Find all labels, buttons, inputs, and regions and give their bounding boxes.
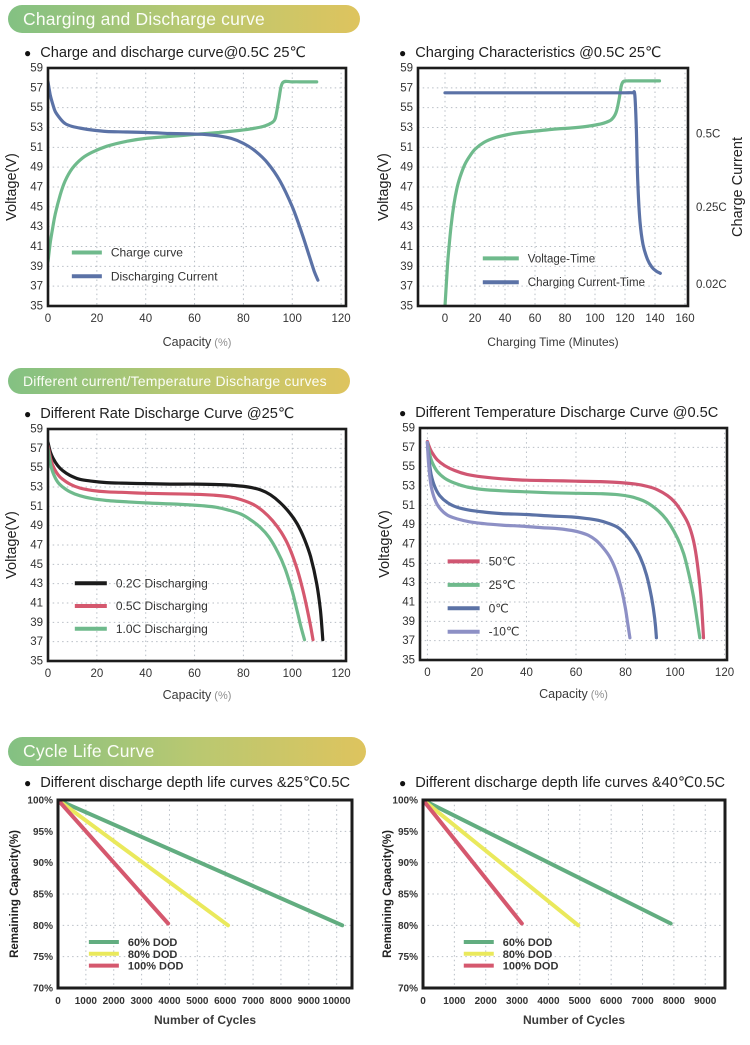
svg-text:51: 51: [402, 499, 415, 512]
svg-text:43: 43: [402, 577, 415, 590]
chart-title-temperature-discharge: [399, 405, 750, 421]
svg-text:4000: 4000: [158, 996, 181, 1007]
svg-text:35: 35: [30, 655, 43, 668]
svg-text:-10℃: -10℃: [488, 624, 520, 639]
svg-text:100: 100: [585, 313, 605, 325]
svg-text:9000: 9000: [694, 996, 717, 1007]
svg-text:7000: 7000: [631, 996, 654, 1007]
chart-title-text: Different discharge depth life curves &25℃0.5C: [40, 775, 351, 791]
svg-text:41: 41: [30, 241, 43, 253]
svg-text:80%: 80%: [397, 920, 418, 932]
svg-text:60: 60: [188, 313, 201, 325]
chart-svg-5: [379, 792, 735, 1032]
svg-text:57: 57: [400, 82, 413, 95]
chart-canvas-rate-discharge: [4, 423, 375, 707]
chart-title-charging-characteristics: [399, 44, 750, 61]
svg-text:0: 0: [441, 313, 449, 325]
chart-svg-3: [377, 422, 739, 706]
svg-text:8000: 8000: [269, 996, 293, 1007]
svg-text:Voltage(V): Voltage(V): [4, 153, 20, 221]
svg-text:57: 57: [30, 442, 43, 455]
svg-text:37: 37: [30, 280, 43, 293]
svg-text:51: 51: [30, 500, 43, 513]
svg-text:0: 0: [424, 667, 431, 679]
chart-svg-4: [6, 792, 358, 1032]
svg-text:47: 47: [30, 181, 43, 194]
svg-text:100%: 100%: [392, 795, 418, 807]
chart-canvas-charging-characteristics: [376, 62, 750, 354]
svg-text:120: 120: [331, 313, 351, 325]
svg-text:4000: 4000: [537, 996, 560, 1007]
svg-text:5000: 5000: [568, 996, 591, 1007]
svg-text:37: 37: [30, 636, 43, 649]
svg-text:70%: 70%: [397, 983, 418, 995]
svg-text:60% DOD: 60% DOD: [127, 936, 178, 949]
svg-text:37: 37: [400, 280, 413, 293]
svg-text:49: 49: [30, 161, 43, 174]
chart-title-text: Charging Characteristics @0.5C 25℃: [415, 45, 662, 61]
svg-text:53: 53: [400, 122, 413, 134]
svg-text:9000: 9000: [297, 996, 320, 1007]
svg-text:Capacity (%): Capacity (%): [162, 335, 232, 349]
chart-svg-1: [376, 62, 750, 354]
svg-text:70%: 70%: [32, 983, 53, 995]
svg-text:59: 59: [402, 422, 415, 435]
svg-text:45: 45: [30, 558, 43, 571]
svg-text:20: 20: [90, 668, 104, 680]
chart-title-rate-discharge: [24, 405, 375, 422]
svg-text:100%: 100%: [27, 795, 53, 807]
chart-block-cycle-life-40c: [375, 766, 750, 1032]
svg-text:120: 120: [714, 667, 735, 679]
svg-text:Voltage-Time: Voltage-Time: [527, 253, 596, 266]
svg-text:47: 47: [400, 181, 413, 194]
svg-text:39: 39: [30, 260, 43, 273]
svg-text:47: 47: [30, 539, 43, 552]
svg-text:55: 55: [30, 462, 43, 475]
svg-text:45: 45: [30, 201, 43, 214]
section-header-label: Different current/Temperature Discharge curves: [23, 373, 327, 389]
chart-canvas-cycle-life-25c: [6, 792, 375, 1032]
svg-text:85%: 85%: [32, 889, 53, 901]
svg-text:3000: 3000: [505, 996, 529, 1007]
svg-text:60: 60: [188, 668, 201, 680]
svg-text:Voltage(V): Voltage(V): [4, 511, 20, 579]
svg-text:0: 0: [44, 668, 52, 680]
chart-title-text: Different Rate Discharge Curve @25℃: [40, 406, 295, 422]
svg-text:59: 59: [30, 62, 43, 75]
svg-text:43: 43: [400, 221, 413, 234]
svg-text:60: 60: [569, 667, 583, 679]
svg-text:80%: 80%: [32, 920, 53, 932]
section-header-cycle-life: [8, 737, 366, 766]
svg-text:8000: 8000: [662, 996, 686, 1007]
svg-text:80% DOD: 80% DOD: [502, 948, 553, 961]
svg-text:47: 47: [402, 538, 415, 551]
section-header-charging-discharge: [8, 5, 360, 33]
svg-text:55: 55: [400, 102, 413, 115]
svg-text:0: 0: [44, 313, 52, 325]
svg-text:120: 120: [331, 668, 351, 680]
svg-text:45: 45: [402, 557, 415, 570]
svg-text:51: 51: [30, 141, 43, 154]
svg-text:Number of Cycles: Number of Cycles: [153, 1013, 257, 1027]
svg-text:60: 60: [528, 313, 542, 325]
svg-text:57: 57: [402, 441, 415, 454]
svg-text:20: 20: [470, 667, 484, 679]
chart-block-temperature-discharge: [375, 394, 750, 707]
section-header-label: Charging and Discharge curve: [23, 8, 265, 29]
svg-text:Discharging Current: Discharging Current: [110, 269, 218, 284]
svg-text:Charge curve: Charge curve: [110, 245, 183, 260]
svg-text:51: 51: [400, 141, 413, 154]
svg-text:41: 41: [400, 241, 413, 253]
svg-text:55: 55: [402, 461, 415, 474]
chart-block-rate-discharge: [0, 394, 375, 707]
chart-block-cycle-life-25c: [0, 766, 375, 1032]
bullet-icon: ●: [399, 406, 407, 420]
svg-text:20: 20: [468, 313, 482, 325]
svg-text:0℃: 0℃: [488, 601, 509, 616]
bullet-icon: ●: [399, 45, 407, 60]
svg-text:53: 53: [402, 480, 415, 493]
svg-text:0.2C Discharging: 0.2C Discharging: [115, 576, 208, 591]
svg-text:100: 100: [665, 667, 685, 679]
chart-svg-2: [4, 423, 356, 707]
chart-row-3: [0, 766, 750, 1032]
svg-text:95%: 95%: [397, 826, 418, 838]
svg-text:Charging Current-Time: Charging Current-Time: [527, 277, 645, 290]
svg-text:25℃: 25℃: [488, 577, 516, 592]
svg-text:100% DOD: 100% DOD: [502, 960, 559, 973]
svg-text:7000: 7000: [241, 996, 265, 1007]
svg-text:Remaining Capacity(%): Remaining Capacity(%): [382, 830, 394, 958]
svg-text:3000: 3000: [130, 996, 153, 1007]
chart-title-text: Charge and discharge curve@0.5C 25℃: [40, 45, 306, 61]
section-header-label: Cycle Life Curve: [23, 741, 155, 761]
chart-row-2: [0, 394, 750, 707]
svg-text:80: 80: [237, 668, 250, 680]
svg-text:35: 35: [402, 654, 415, 667]
svg-text:49: 49: [400, 161, 413, 174]
svg-text:53: 53: [30, 481, 43, 494]
svg-text:Charging Time (Minutes): Charging Time (Minutes): [487, 335, 619, 349]
svg-text:41: 41: [402, 596, 415, 609]
svg-text:40: 40: [139, 668, 153, 680]
svg-text:140: 140: [645, 313, 665, 325]
svg-text:40: 40: [139, 313, 153, 325]
svg-text:80: 80: [237, 313, 250, 325]
svg-text:40: 40: [520, 667, 533, 679]
svg-text:39: 39: [402, 615, 415, 628]
svg-text:59: 59: [30, 423, 43, 436]
svg-text:0.02C: 0.02C: [696, 279, 727, 292]
svg-text:Remaining Capacity(%): Remaining Capacity(%): [9, 830, 21, 958]
svg-text:43: 43: [30, 221, 43, 234]
svg-text:53: 53: [30, 122, 43, 134]
chart-title-text: Different Temperature Discharge Curve @0.5C: [415, 405, 719, 421]
svg-text:Voltage(V): Voltage(V): [377, 510, 393, 578]
svg-text:1.0C Discharging: 1.0C Discharging: [115, 621, 208, 636]
svg-text:37: 37: [402, 635, 415, 648]
series-100-dod: [58, 800, 168, 924]
svg-text:80: 80: [558, 313, 572, 325]
svg-text:2000: 2000: [102, 996, 125, 1007]
svg-text:75%: 75%: [32, 952, 53, 964]
chart-canvas-charge-discharge: [4, 62, 375, 354]
chart-title-cycle-life-40c: [399, 774, 750, 791]
svg-text:160: 160: [675, 313, 695, 325]
bullet-icon: ●: [24, 45, 32, 60]
chart-title-charge-discharge: [24, 44, 375, 61]
svg-text:43: 43: [30, 578, 43, 591]
section-header-current-temperature: [8, 368, 350, 394]
svg-text:80% DOD: 80% DOD: [127, 948, 178, 961]
svg-text:Capacity (%): Capacity (%): [539, 687, 608, 701]
svg-text:80: 80: [619, 667, 632, 679]
svg-text:Capacity (%): Capacity (%): [162, 688, 232, 702]
chart-block-charging-characteristics: [375, 33, 750, 354]
svg-text:Voltage(V): Voltage(V): [376, 153, 392, 221]
svg-text:Charge Current: Charge Current: [730, 137, 746, 237]
series-100-dod: [423, 800, 522, 924]
svg-text:50℃: 50℃: [488, 554, 516, 569]
svg-text:0.5C Discharging: 0.5C Discharging: [115, 599, 208, 614]
svg-text:0: 0: [55, 996, 61, 1007]
svg-text:120: 120: [615, 313, 635, 325]
svg-text:100% DOD: 100% DOD: [127, 960, 184, 973]
svg-text:90%: 90%: [397, 858, 418, 870]
svg-text:90%: 90%: [32, 858, 53, 870]
chart-svg-0: [4, 62, 356, 354]
svg-text:95%: 95%: [32, 826, 53, 838]
svg-text:55: 55: [30, 102, 43, 115]
svg-text:60% DOD: 60% DOD: [502, 936, 553, 949]
svg-text:2000: 2000: [474, 996, 497, 1007]
svg-text:49: 49: [30, 520, 43, 533]
svg-text:39: 39: [400, 260, 413, 273]
series-60-dod: [423, 800, 671, 924]
svg-text:20: 20: [90, 313, 104, 325]
bullet-icon: ●: [399, 775, 407, 790]
svg-text:35: 35: [30, 300, 43, 313]
svg-text:100: 100: [282, 668, 302, 680]
svg-text:49: 49: [402, 519, 415, 532]
svg-text:45: 45: [400, 201, 413, 214]
svg-text:57: 57: [30, 82, 43, 95]
chart-title-text: Different discharge depth life curves &40℃0.5C: [415, 775, 726, 791]
svg-text:41: 41: [30, 597, 43, 610]
svg-text:0.25C: 0.25C: [696, 201, 727, 214]
svg-text:0.5C: 0.5C: [696, 128, 721, 141]
series-voltage-time: [445, 81, 660, 306]
svg-text:75%: 75%: [397, 952, 418, 964]
chart-canvas-temperature-discharge: [377, 422, 750, 706]
svg-text:6000: 6000: [214, 996, 237, 1007]
svg-text:Number of Cycles: Number of Cycles: [522, 1013, 626, 1027]
svg-text:1000: 1000: [74, 996, 97, 1007]
svg-text:85%: 85%: [397, 889, 418, 901]
chart-title-cycle-life-25c: [24, 774, 375, 791]
svg-text:0: 0: [420, 996, 426, 1007]
series-charging-current-time: [445, 92, 660, 274]
series-charge-curve: [48, 81, 317, 261]
chart-canvas-cycle-life-40c: [379, 792, 750, 1032]
svg-text:10000: 10000: [322, 996, 351, 1007]
svg-text:39: 39: [30, 616, 43, 629]
svg-text:6000: 6000: [600, 996, 623, 1007]
svg-text:40: 40: [498, 313, 512, 325]
svg-text:5000: 5000: [186, 996, 209, 1007]
svg-text:59: 59: [400, 62, 413, 75]
bullet-icon: ●: [24, 406, 32, 421]
svg-text:100: 100: [282, 313, 302, 325]
svg-text:35: 35: [400, 300, 413, 313]
bullet-icon: ●: [24, 775, 32, 790]
svg-text:1000: 1000: [443, 996, 466, 1007]
chart-row-1: [0, 33, 750, 354]
chart-block-charge-discharge: [0, 33, 375, 354]
